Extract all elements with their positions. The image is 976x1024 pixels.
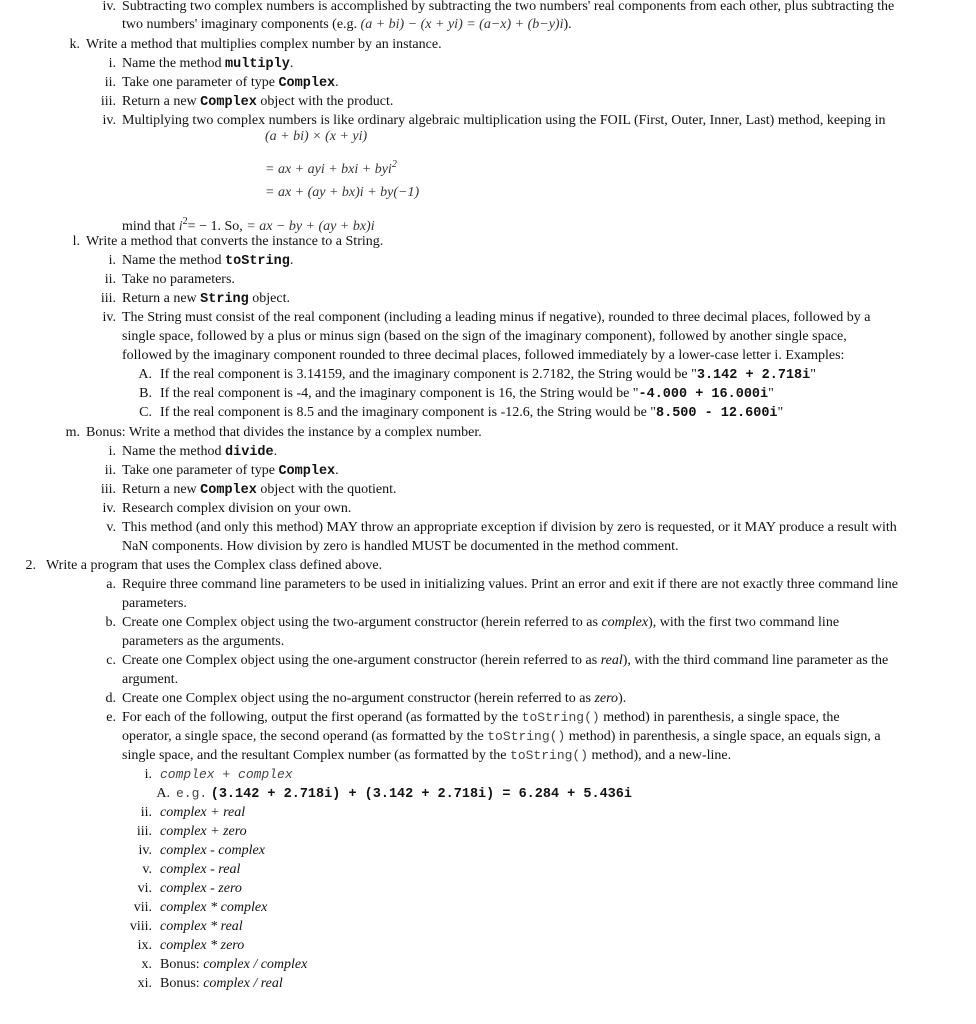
operation-item: complex - complex bbox=[160, 843, 265, 858]
list-marker: ii. bbox=[104, 272, 116, 287]
list-item: Name the method toString. bbox=[122, 253, 294, 269]
program-requirement-c: Create one Complex object using the one-argument constructor (herein referred to as real), with the third command line parameter as the bbox=[122, 653, 889, 668]
list-marker: v. bbox=[142, 862, 152, 877]
list-marker: d. bbox=[105, 691, 116, 706]
tostring-spec-line-1: The String must consist of the real component (including a leading minus if negative), rounded to three decimal places, followed by a bbox=[122, 310, 871, 325]
output-example: e.g. (3.142 + 2.718i) + (3.142 + 2.718i) = 6.284 + 5.436i bbox=[176, 786, 632, 802]
list-marker: viii. bbox=[129, 919, 152, 934]
list-marker: iv. bbox=[102, 0, 116, 14]
foil-text: Multiplying two complex numbers is like ordinary algebraic multiplication using the FOIL (First, Outer, Inner, Last) method, keeping in bbox=[122, 113, 886, 128]
program-requirement-e-line-1: For each of the following, output the first operand (as formatted by the toString() method) in parenthesis, a single space, the bbox=[122, 710, 840, 725]
list-marker: iii. bbox=[100, 94, 116, 109]
list-marker: ii. bbox=[104, 75, 116, 90]
list-marker: 2. bbox=[25, 558, 36, 573]
subtraction-text-line-2: two numbers' imaginary components (e.g. (a + bi) − (x + yi) = (a−x) + (b−y)i). bbox=[122, 17, 572, 32]
list-marker: iii. bbox=[100, 482, 116, 497]
subtraction-text-line-1: Subtracting two complex numbers is accomplished by subtracting the two numbers' real components from each other, plus subtracting the bbox=[122, 0, 895, 14]
list-marker: iii. bbox=[100, 291, 116, 306]
section-l-heading: Write a method that converts the instance to a String. bbox=[86, 234, 384, 249]
subtraction-formula: (a + bi) − (x + yi) = (a−x) + (b−y)i bbox=[360, 17, 564, 32]
list-marker: m. bbox=[65, 425, 80, 440]
program-requirement-b-cont: parameters as the arguments. bbox=[122, 634, 285, 649]
list-marker: c. bbox=[106, 653, 116, 668]
section-2-heading: Write a program that uses the Complex class defined above. bbox=[46, 558, 383, 573]
list-marker: iv. bbox=[102, 113, 116, 128]
operation-item: complex - zero bbox=[160, 881, 242, 896]
list-marker: e. bbox=[106, 710, 116, 725]
program-requirement-e-line-3: single space, and the resultant Complex number (as formatted by the toString() method), and a new-line. bbox=[122, 748, 732, 763]
section-k-heading: Write a method that multiplies complex number by an instance. bbox=[86, 37, 442, 52]
program-requirement-e-line-2: operator, a single space, the second operand (as formatted by the toString() method) in parenthesis, a single space, an equals sign, a bbox=[122, 729, 881, 744]
operation-item: complex - real bbox=[160, 862, 241, 877]
program-requirement-a-cont: parameters. bbox=[122, 596, 187, 611]
list-marker: v. bbox=[106, 520, 116, 535]
list-item: Return a new Complex object with the product. bbox=[122, 94, 394, 110]
operation-item: complex * real bbox=[160, 919, 243, 934]
operation-item: complex * zero bbox=[160, 938, 245, 953]
foil-conclusion: mind that $i^2= - 1$. So, = ax − by + (ay + bx)i bbox=[122, 216, 375, 234]
list-marker: iv. bbox=[102, 501, 116, 516]
operation-item: complex * complex bbox=[160, 900, 268, 915]
list-marker: k. bbox=[69, 37, 80, 52]
foil-equation-3: = ax + (ay + bx)i + by(−1) bbox=[265, 185, 420, 200]
list-marker: iv. bbox=[102, 310, 116, 325]
tostring-example: If the real component is -4, and the imaginary component is 16, the String would be "-4.000 + 16.000i" bbox=[160, 386, 774, 402]
list-marker: i. bbox=[108, 253, 116, 268]
section-m-heading: Bonus: Write a method that divides the instance by a complex number. bbox=[86, 425, 482, 440]
foil-equation-2: = ax + ayi + bxi + byi$^2$ bbox=[265, 159, 397, 177]
program-requirement-b: Create one Complex object using the two-argument constructor (herein referred to as complex), with the first two command line bbox=[122, 615, 840, 630]
tostring-spec-line-3: followed by the imaginary component rounded to three decimal places, followed immediately by a lower-case letter i. Examples: bbox=[122, 348, 845, 363]
program-requirement-d: Create one Complex object using the no-argument constructor (herein referred to as zero). bbox=[122, 691, 627, 706]
list-marker: ix. bbox=[137, 938, 152, 953]
list-item: Take one parameter of type Complex. bbox=[122, 463, 339, 479]
list-item: Return a new Complex object with the quotient. bbox=[122, 482, 397, 498]
operation-item: complex + complex bbox=[160, 767, 293, 782]
list-marker: i. bbox=[108, 56, 116, 71]
list-item: Research complex division on your own. bbox=[122, 501, 352, 516]
list-marker: l. bbox=[72, 234, 80, 249]
operation-item: Bonus: complex / complex bbox=[160, 957, 308, 972]
list-item: Name the method divide. bbox=[122, 444, 278, 460]
operation-item: complex + real bbox=[160, 805, 246, 820]
list-marker: b. bbox=[105, 615, 116, 630]
list-marker: vii. bbox=[133, 900, 152, 915]
operation-item: Bonus: complex / real bbox=[160, 976, 283, 991]
list-marker: ii. bbox=[104, 463, 116, 478]
list-marker: i. bbox=[108, 444, 116, 459]
list-item: Take one parameter of type Complex. bbox=[122, 75, 339, 91]
tostring-spec-line-2: single space, followed by a plus or minus sign (based on the sign of the imaginary component), followed by another single space, bbox=[122, 329, 847, 344]
list-marker: ii. bbox=[140, 805, 152, 820]
list-marker: A. bbox=[156, 786, 170, 801]
list-marker: iii. bbox=[136, 824, 152, 839]
list-item: Name the method multiply. bbox=[122, 56, 294, 72]
division-note-line-2: NaN components. How division by zero is handled MUST be documented in the method comment. bbox=[122, 539, 679, 554]
division-note-line-1: This method (and only this method) MAY throw an appropriate exception if division by zero is requested, or it MAY produce a result with bbox=[122, 520, 897, 535]
list-item: Return a new String object. bbox=[122, 291, 290, 307]
list-marker: i. bbox=[144, 767, 152, 782]
list-marker: x. bbox=[141, 957, 152, 972]
list-item: Take no parameters. bbox=[122, 272, 235, 287]
program-requirement-c-cont: argument. bbox=[122, 672, 179, 687]
list-marker: xi. bbox=[137, 976, 152, 991]
tostring-example: If the real component is 3.14159, and the imaginary component is 2.7182, the String would be "3.142 + 2.718i" bbox=[160, 367, 816, 383]
tostring-example: If the real component is 8.5 and the imaginary component is -12.6, the String would be "8.500 - 12.600i" bbox=[160, 405, 784, 421]
list-marker: vi. bbox=[137, 881, 152, 896]
list-marker: A. bbox=[138, 367, 152, 382]
list-marker: iv. bbox=[138, 843, 152, 858]
program-requirement-a: Require three command line parameters to be used in initializing values. Print an error and exit if there are not exactly three command line bbox=[122, 577, 898, 592]
list-marker: C. bbox=[139, 405, 152, 420]
list-marker: a. bbox=[106, 577, 116, 592]
foil-equation-1: (a + bi) × (x + yi) bbox=[265, 129, 368, 144]
list-marker: B. bbox=[139, 386, 152, 401]
operation-item: complex + zero bbox=[160, 824, 247, 839]
